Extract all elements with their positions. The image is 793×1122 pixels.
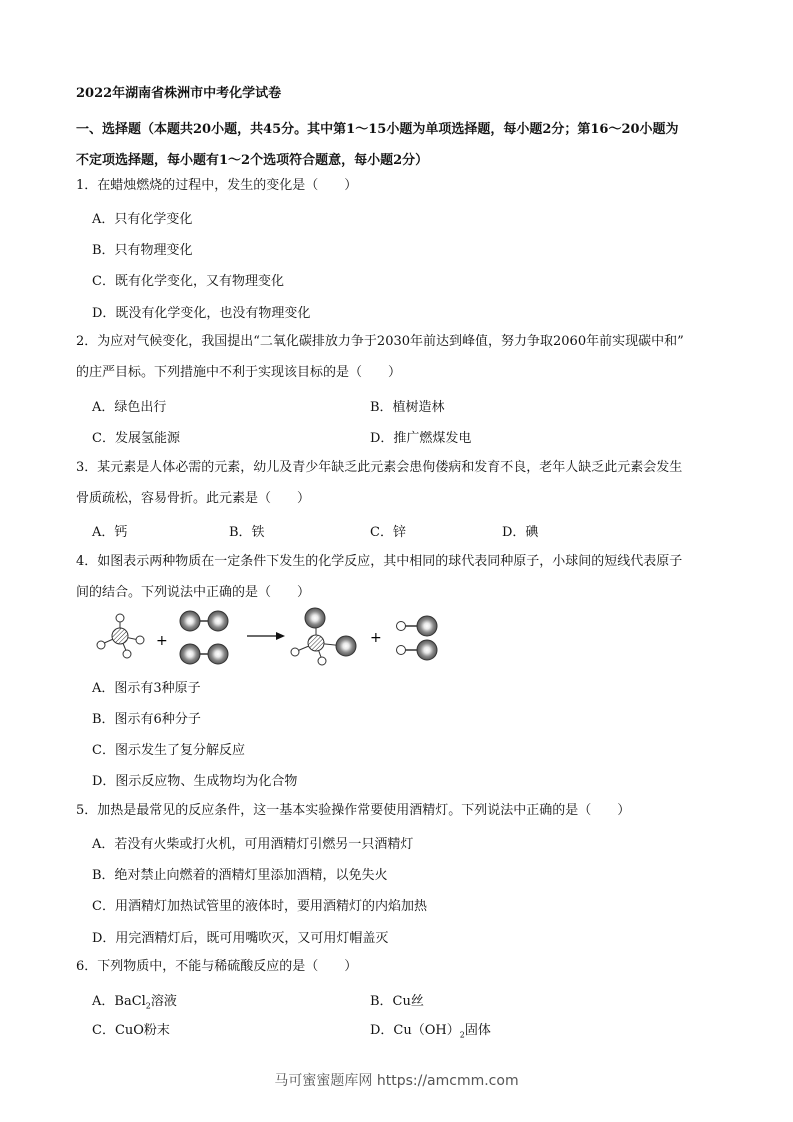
section-heading-line-2: 不定项选择题，每小题有1～2个选项符合题意，每小题2分） bbox=[76, 153, 429, 168]
hatched-atom bbox=[308, 635, 324, 651]
large-atom bbox=[208, 611, 228, 631]
question-1-stem: 1．在蜡烛燃烧的过程中，发生的变化是（ ） bbox=[76, 178, 358, 193]
question-1-option-b: B．只有物理变化 bbox=[92, 243, 193, 258]
question-3-stem-line-2: 骨质疏松，容易骨折。此元素是（ ） bbox=[76, 491, 311, 506]
question-2-stem-line-2: 的庄严目标。下列措施中不利于实现该目标的是（ ） bbox=[76, 365, 402, 380]
reactant-molecule-1 bbox=[97, 614, 144, 658]
section-heading bbox=[76, 114, 726, 176]
question-2-option-c: C．发展氢能源 bbox=[92, 431, 180, 446]
large-atom bbox=[417, 640, 437, 660]
question-3-option-d: D．碘 bbox=[502, 525, 539, 540]
plus-sign-2: + bbox=[370, 630, 382, 646]
question-4-stem bbox=[76, 546, 726, 608]
footer-watermark: 马可蜜蜜题库网 https://amcmm.com bbox=[274, 1073, 519, 1089]
large-atom bbox=[305, 608, 325, 628]
reaction-arrow-icon bbox=[247, 632, 285, 640]
question-3-stem bbox=[76, 452, 726, 514]
question-6-option-d: D．$Cu(OH)_2$固体 bbox=[370, 1023, 491, 1040]
question-5-option-d: D．用完酒精灯后，既可用嘴吹灭，又可用灯帽盖灭 bbox=[92, 931, 389, 946]
question-6-option-c: C．CuO粉末 bbox=[92, 1023, 170, 1038]
large-atom bbox=[417, 616, 437, 636]
question-6-option-a: A．BaCl$_2$溶液 bbox=[92, 994, 177, 1011]
question-1-option-a: A．只有化学变化 bbox=[92, 212, 193, 227]
large-atom bbox=[180, 611, 200, 631]
question-3-stem-line-1: 3．某元素是人体必需的元素，幼儿及青少年缺乏此元素会患佝偻病和发育不良，老年人缺乏此元素会发生 bbox=[76, 460, 683, 475]
question-2-stem bbox=[76, 326, 726, 388]
large-atom bbox=[180, 644, 200, 664]
large-atom bbox=[208, 644, 228, 664]
question-5-stem: 5．加热是最常见的反应条件，这一基本实验操作常要使用酒精灯。下列说法中正确的是（ ） bbox=[76, 803, 631, 818]
small-atom bbox=[136, 636, 144, 644]
small-atom bbox=[397, 646, 406, 655]
question-4-stem-line-1: 4．如图表示两种物质在一定条件下发生的化学反应，其中相同的球代表同种原子，小球间的短线代表原子 bbox=[76, 554, 683, 569]
question-4-stem-line-2: 间的结合。下列说法中正确的是（ ） bbox=[76, 585, 311, 600]
product-molecule-1 bbox=[291, 608, 356, 665]
question-2-stem-line-1: 2．为应对气候变化，我国提出“二氧化碳排放力争于2030年前达到峰值，努力争取2060年前实现碳中和” bbox=[76, 334, 684, 349]
large-atom bbox=[336, 636, 356, 656]
question-4-option-b: B．图示有6种分子 bbox=[92, 712, 201, 727]
question-5-option-b: B．绝对禁止向燃着的酒精灯里添加酒精，以免失火 bbox=[92, 868, 388, 883]
question-1-option-d: D．既没有化学变化，也没有物理变化 bbox=[92, 306, 311, 321]
question-1-option-c: C．既有化学变化，又有物理变化 bbox=[92, 274, 284, 289]
question-5-option-a: A．若没有火柴或打火机，可用酒精灯引燃另一只酒精灯 bbox=[92, 837, 414, 852]
question-2-option-a: A．绿色出行 bbox=[92, 400, 167, 415]
small-atom bbox=[116, 614, 124, 622]
small-atom bbox=[97, 641, 105, 649]
question-3-option-a: A．钙 bbox=[92, 525, 128, 540]
reaction-diagram bbox=[90, 604, 450, 670]
question-4-option-d: D．图示反应物、生成物均为化合物 bbox=[92, 774, 298, 789]
hatched-atom bbox=[112, 628, 128, 644]
question-3-option-c: C．锌 bbox=[370, 525, 406, 540]
question-5-option-c: C．用酒精灯加热试管里的液体时，要用酒精灯的内焰加热 bbox=[92, 899, 427, 914]
question-2-option-d: D．推广燃煤发电 bbox=[370, 431, 472, 446]
question-4-option-a: A．图示有3种原子 bbox=[92, 681, 201, 696]
question-2-option-b: B．植树造林 bbox=[370, 400, 445, 415]
page-title: 2022年湖南省株洲市中考化学试卷 bbox=[76, 86, 282, 101]
reactant-molecule-2 bbox=[180, 611, 228, 664]
question-6-option-b: B．Cu丝 bbox=[370, 994, 424, 1009]
section-heading-line-1: 一、选择题（本题共20小题，共45分。其中第1～15小题为单项选择题，每小题2分；第16～20小题为 bbox=[76, 122, 679, 137]
question-3-option-b: B．铁 bbox=[229, 525, 265, 540]
plus-sign-1: + bbox=[156, 633, 168, 649]
small-atom bbox=[318, 657, 326, 665]
small-atom bbox=[397, 622, 406, 631]
product-molecule-2 bbox=[397, 616, 438, 660]
small-atom bbox=[123, 650, 131, 658]
question-6-stem: 6．下列物质中，不能与稀硫酸反应的是（ ） bbox=[76, 959, 358, 974]
question-4-option-c: C．图示发生了复分解反应 bbox=[92, 743, 245, 758]
small-atom bbox=[291, 648, 299, 656]
